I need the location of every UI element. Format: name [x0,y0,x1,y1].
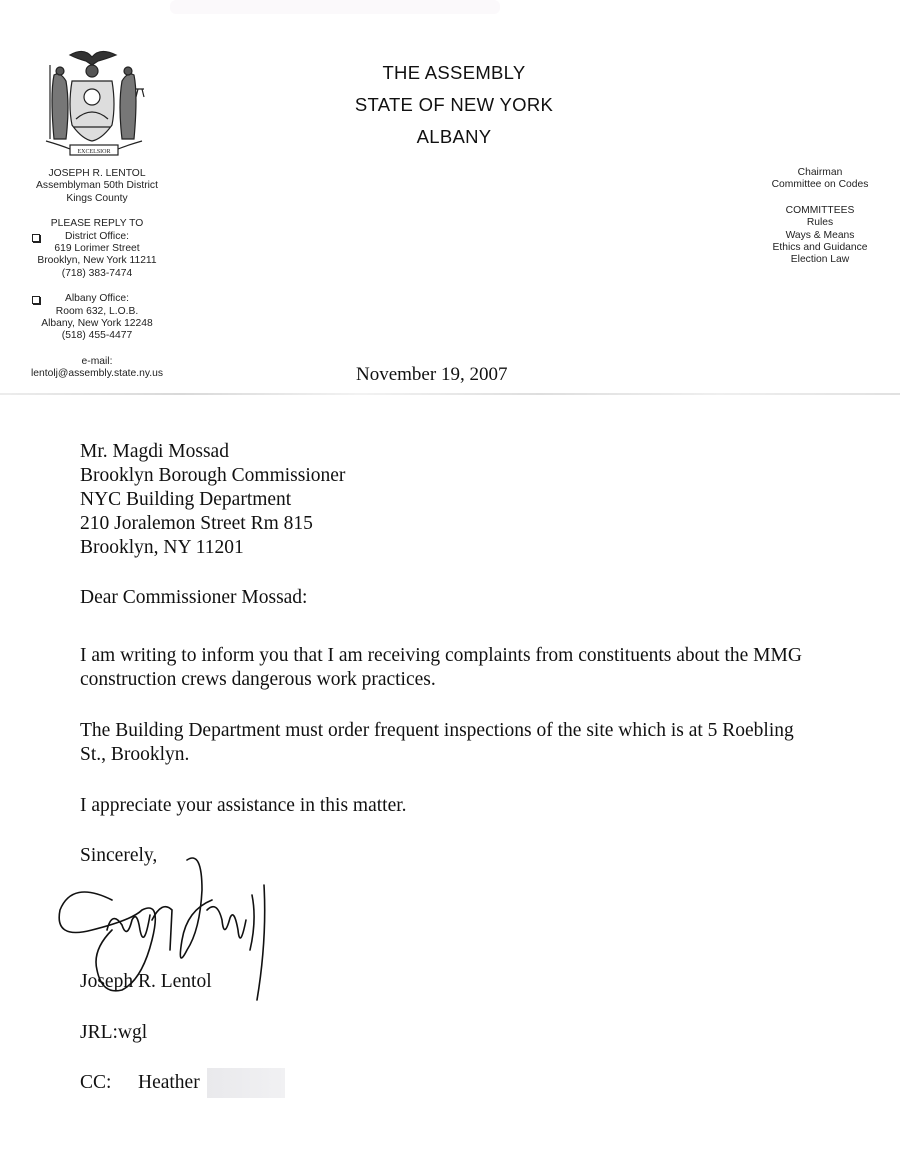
paragraph-appreciation: I appreciate your assistance in this matter. [80,795,407,816]
member-info-block [22,168,172,381]
committees-block [740,167,900,267]
committee-item: Election Law [790,254,850,266]
committee-item: Rules [806,217,834,229]
fold-line [0,393,900,395]
reply-heading: PLEASE REPLY TO [50,218,144,230]
chair-role: Chairman [797,167,843,178]
district-office-street: 619 Lorimer Street [54,243,140,255]
district-office [22,231,172,243]
letterhead-title [304,60,604,156]
recipient-street: 210 Joralemon Street Rm 815 [80,513,313,534]
albany-office-phone: (518) 455-4477 [61,330,133,342]
committee-item: Ways & Means [785,229,855,241]
title-line-assembly: THE ASSEMBLY [382,62,526,83]
member-name: JOSEPH R. LENTOL [48,168,146,179]
checkbox-icon [32,234,40,242]
title-line-city: ALBANY [416,126,492,147]
albany-office [22,293,172,305]
typist-initials: JRL:wgl [80,1022,148,1043]
redacted-surname [207,1068,285,1098]
title-line-state: STATE OF NEW YORK [354,94,554,115]
recipient-city: Brooklyn, NY 11201 [80,537,244,558]
recipient-name: Mr. Magdi Mossad [80,441,229,462]
new-york-state-seal-icon [40,45,148,160]
recipient-title: Brooklyn Borough Commissioner [80,465,346,486]
chair-committee: Committee on Codes [771,179,869,191]
cc-name: Heather [138,1072,200,1093]
letter-date: November 19, 2007 [356,364,508,385]
committee-item: Ethics and Guidance [772,242,868,254]
closing: Sincerely, [80,845,158,866]
signer-name: Joseph R. Lentol [80,971,212,992]
district-office-city: Brooklyn, New York 11211 [37,255,157,267]
albany-office-room: Room 632, L.O.B. [55,305,139,317]
checkbox-icon [32,296,40,304]
seal-motto: EXCELSIOR [77,149,111,155]
recipient-org: NYC Building Department [80,489,292,510]
albany-office-city: Albany, New York 12248 [41,318,153,330]
email-address: lentolj@assembly.state.ny.us [31,368,163,380]
member-title: Assemblyman 50th District [36,180,158,192]
paragraph-inspections: The Building Department must order frequent inspections of the site which is at 5 Roebling St., Brooklyn. [80,720,794,765]
albany-office-label: Albany Office: [65,293,129,305]
recipient-address [80,440,345,560]
paragraph-complaints: I am writing to inform you that I am receiving complaints from constituents about the MMG construction crews dangerous work practices. [80,645,802,690]
cc-label: CC: [80,1072,112,1093]
scan-smudge [170,0,500,14]
committees-heading: COMMITTEES [785,204,855,216]
district-office-label: District Office: [65,230,129,242]
salutation: Dear Commissioner Mossad: [80,587,308,608]
cc-line [80,1071,200,1095]
email-label: e-mail: [81,355,113,367]
member-county: Kings County [66,192,128,204]
district-office-phone: (718) 383-7474 [61,267,133,279]
